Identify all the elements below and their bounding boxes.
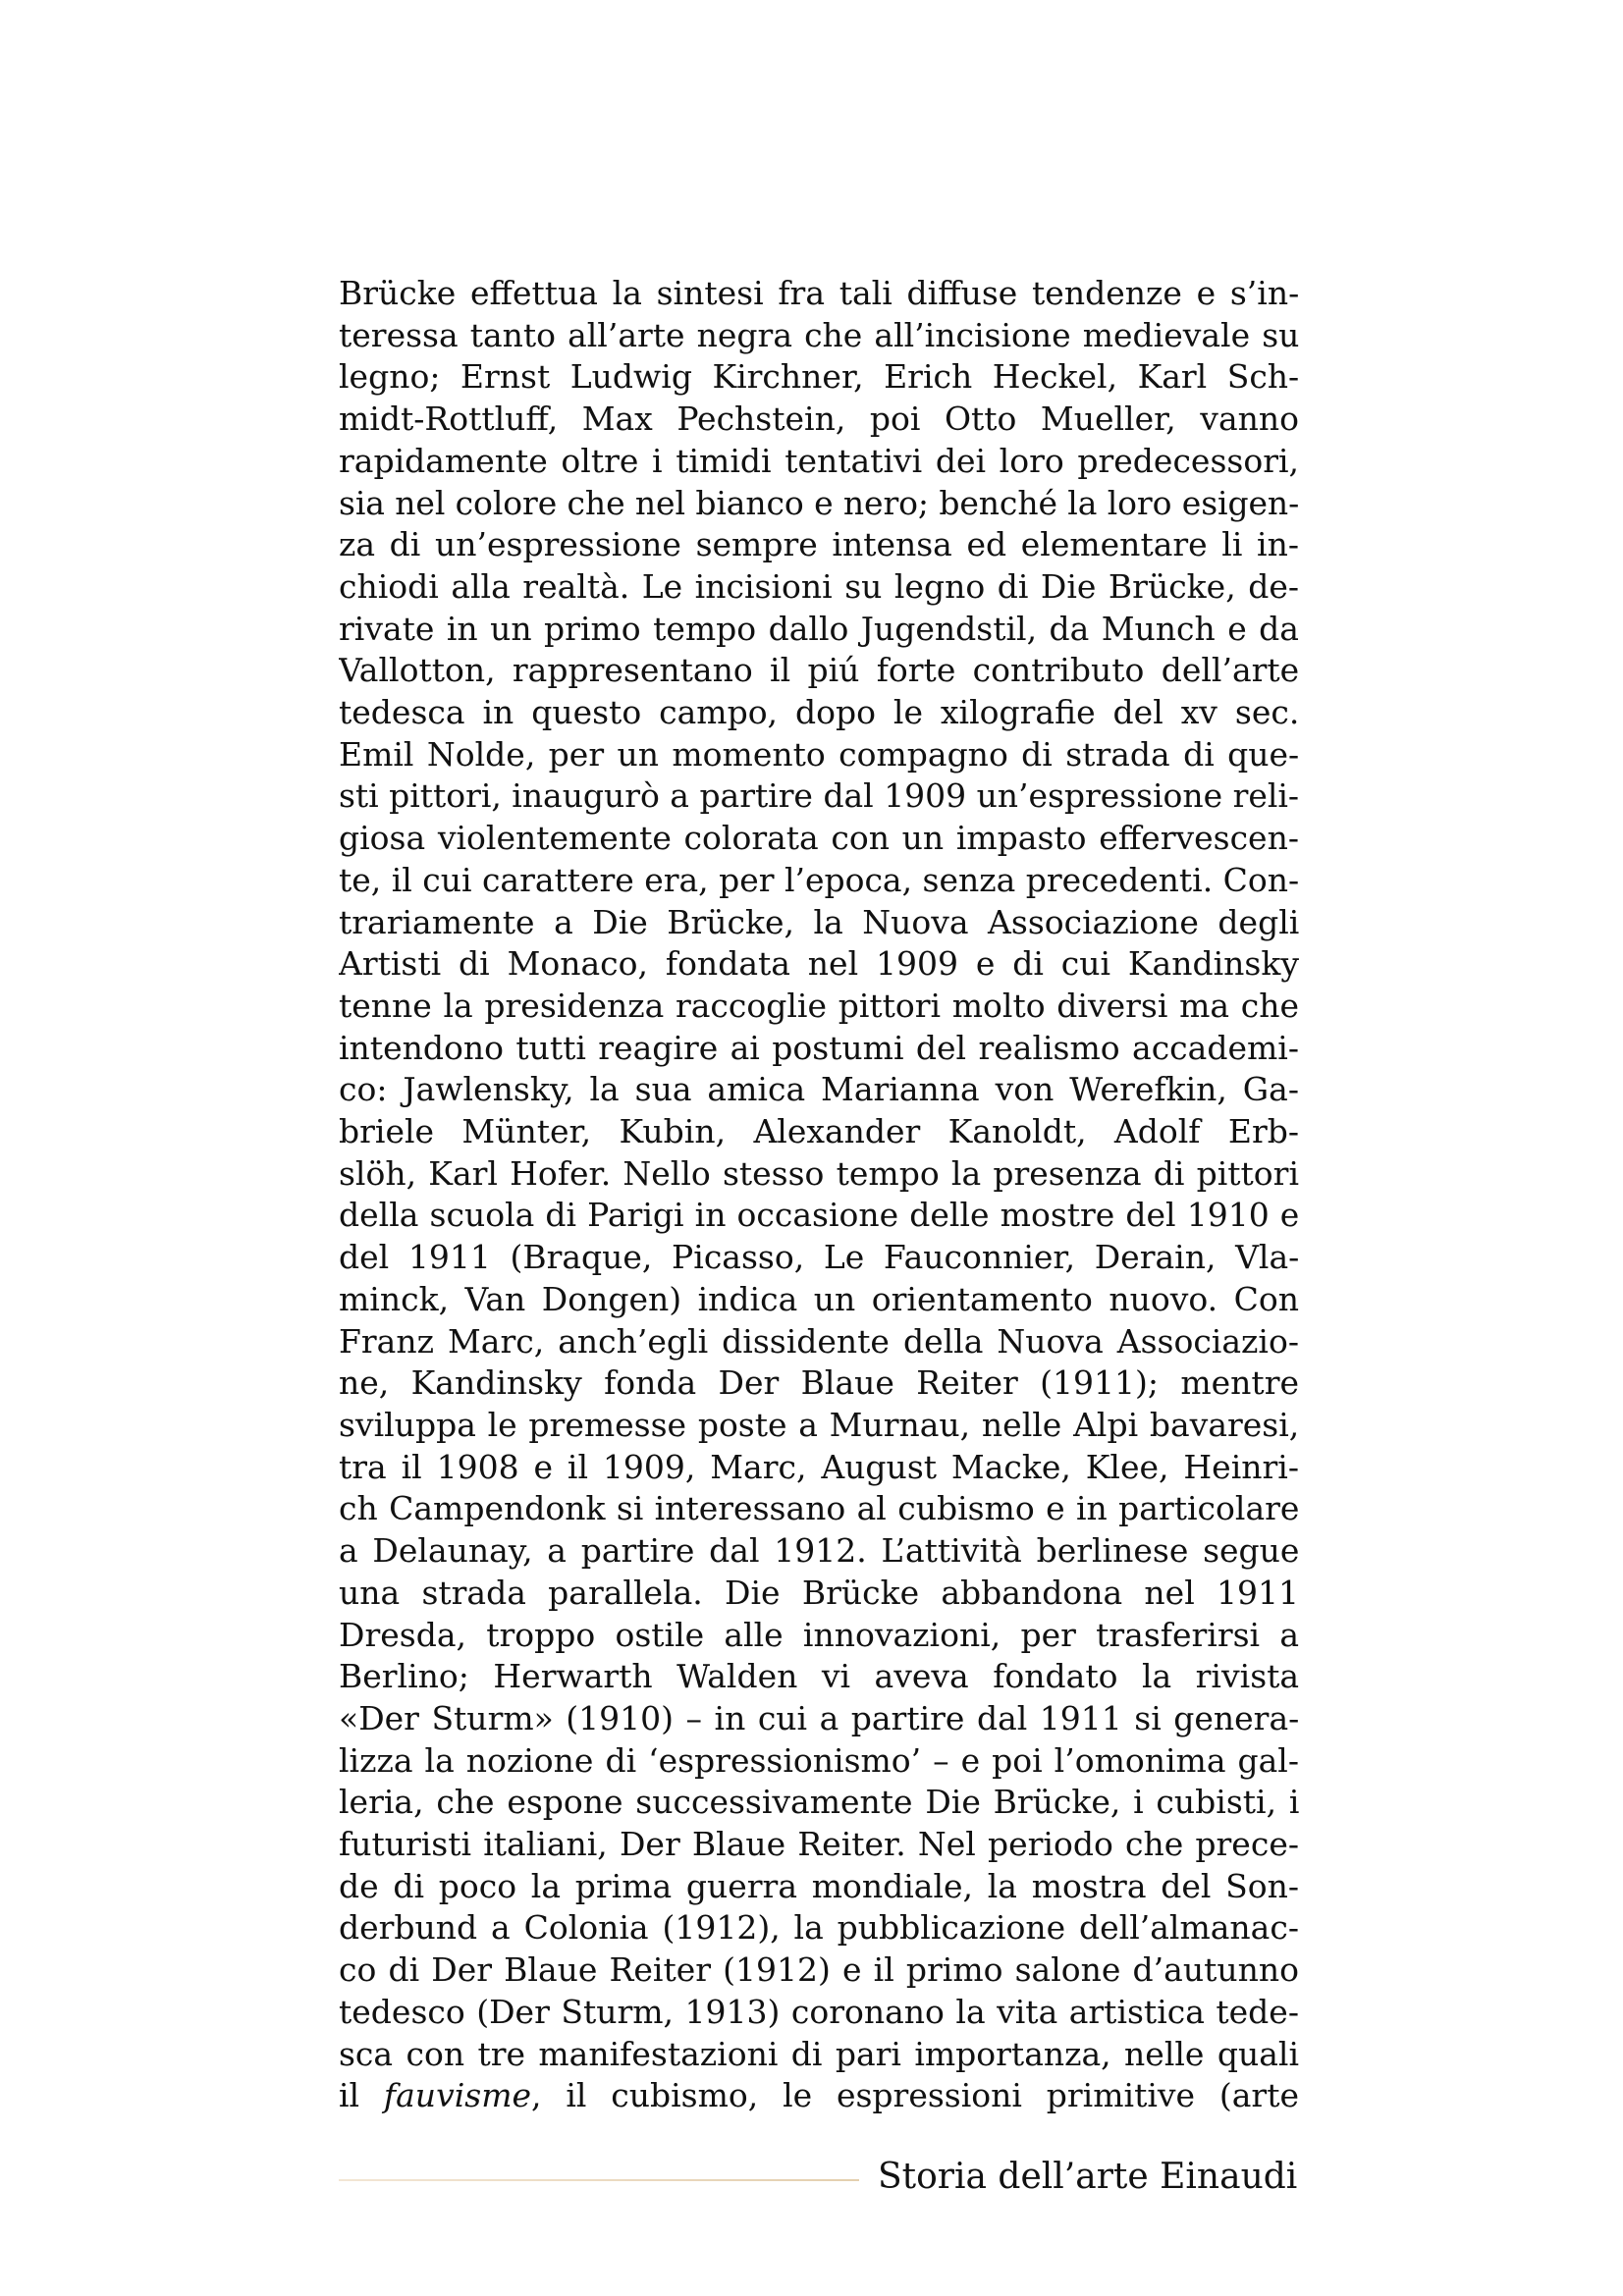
text-line: co di Der Blaue Reiter (1912) e il primo salone d’autunno xyxy=(339,1950,1299,1990)
text-line: lizza la nozione di ‘espressionismo’ – e poi l’omonima gal- xyxy=(339,1740,1299,1780)
footer-publication-title: Storia dell’arte Einaudi xyxy=(878,2157,1298,2197)
text-line: una strada parallela. Die Brücke abbandona nel 1911 xyxy=(339,1573,1299,1612)
footer-divider xyxy=(339,2179,859,2181)
text-line: midt-Rottluff, Max Pechstein, poi Otto Mueller, vanno xyxy=(339,400,1299,439)
text-line: ne, Kandinsky fonda Der Blaue Reiter (1911); mentre xyxy=(339,1363,1299,1403)
text-line: teressa tanto all’arte negra che all’incisione medievale su xyxy=(339,315,1299,354)
text-line: derbund a Colonia (1912), la pubblicazione dell’almanac- xyxy=(339,1908,1299,1948)
text-line: Franz Marc, anch’egli dissidente della Nuova Associazio- xyxy=(339,1321,1299,1361)
text-line: rivate in un primo tempo dallo Jugendstil, da Munch e da xyxy=(339,609,1299,648)
text-line: intendono tutti reagire ai postumi del realismo accademi- xyxy=(339,1028,1299,1067)
text-fragment: il xyxy=(339,2076,384,2115)
text-line: ch Campendonk si interessano al cubismo e in particolare xyxy=(339,1489,1299,1528)
text-line: Artisti di Monaco, fondata nel 1909 e di cui Kandinsky xyxy=(339,944,1299,984)
text-line: slöh, Karl Hofer. Nello stesso tempo la presenza di pittori xyxy=(339,1153,1299,1193)
text-line: Vallotton, rappresentano il piú forte contributo dell’arte xyxy=(339,651,1299,690)
text-line: tra il 1908 e il 1909, Marc, August Macke, Klee, Heinri- xyxy=(339,1447,1299,1486)
text-line: a Delaunay, a partire dal 1912. L’attività berlinese segue xyxy=(339,1531,1299,1571)
text-line: tedesca in questo campo, dopo le xilografie del xv sec. xyxy=(339,693,1299,732)
text-line: sia nel colore che nel bianco e nero; benché la loro esigen- xyxy=(339,483,1299,522)
text-line: tedesco (Der Sturm, 1913) coronano la vita artistica tede- xyxy=(339,1992,1299,2031)
text-line: sca con tre manifestazioni di pari importanza, nelle quali xyxy=(339,2034,1299,2073)
text-line: sti pittori, inaugurò a partire dal 1909 un’espressione reli- xyxy=(339,776,1299,816)
text-line: minck, Van Dongen) indica un orientamento nuovo. Con xyxy=(339,1279,1299,1318)
text-line: Dresda, troppo ostile alle innovazioni, per trasferirsi a xyxy=(339,1615,1299,1654)
text-line: Emil Nolde, per un momento compagno di strada di que- xyxy=(339,734,1299,774)
text-line: za di un’espressione sempre intensa ed elementare li in- xyxy=(339,525,1299,564)
text-line-last xyxy=(339,2075,1299,2117)
text-line: de di poco la prima guerra mondiale, la mostra del Son- xyxy=(339,1866,1299,1905)
text-line: della scuola di Parigi in occasione delle mostre del 1910 e xyxy=(339,1196,1299,1235)
text-line: briele Münter, Kubin, Alexander Kanoldt, Adolf Erb- xyxy=(339,1112,1299,1151)
text-line: tenne la presidenza raccoglie pittori molto diversi ma che xyxy=(339,986,1299,1025)
text-line: legno; Ernst Ludwig Kirchner, Erich Heckel, Karl Sch- xyxy=(339,357,1299,397)
text-line: trariamente a Die Brücke, la Nuova Associazione degli xyxy=(339,902,1299,941)
body-text xyxy=(339,273,1299,2117)
text-line: sviluppa le premesse poste a Murnau, nelle Alpi bavaresi, xyxy=(339,1405,1299,1444)
text-line: «Der Sturm» (1910) – in cui a partire dal 1911 si genera- xyxy=(339,1698,1299,1737)
text-line: co: Jawlensky, la sua amica Marianna von Werefkin, Ga- xyxy=(339,1070,1299,1109)
text-line: Brücke effettua la sintesi fra tali diffuse tendenze e s’in- xyxy=(339,274,1299,312)
text-line: del 1911 (Braque, Picasso, Le Fauconnier, Derain, Vla- xyxy=(339,1238,1299,1277)
text-line: te, il cui carattere era, per l’epoca, senza precedenti. Con- xyxy=(339,860,1299,899)
text-line: giosa violentemente colorata con un impasto effervescen- xyxy=(339,819,1299,858)
text-line: Berlino; Herwarth Walden vi aveva fondato la rivista xyxy=(339,1657,1299,1696)
text-line: futuristi italiani, Der Blaue Reiter. Nel periodo che prece- xyxy=(339,1825,1299,1864)
italic-term: fauvisme xyxy=(383,2076,532,2115)
text-line: rapidamente oltre i timidi tentativi dei loro predecessori, xyxy=(339,441,1299,480)
text-line: chiodi alla realtà. Le incisioni su legno di Die Brücke, de- xyxy=(339,566,1299,606)
text-line: leria, che espone successivamente Die Brücke, i cubisti, i xyxy=(339,1783,1299,1822)
text-fragment: , il cubismo, le espressioni primitive (arte xyxy=(531,2076,1299,2115)
